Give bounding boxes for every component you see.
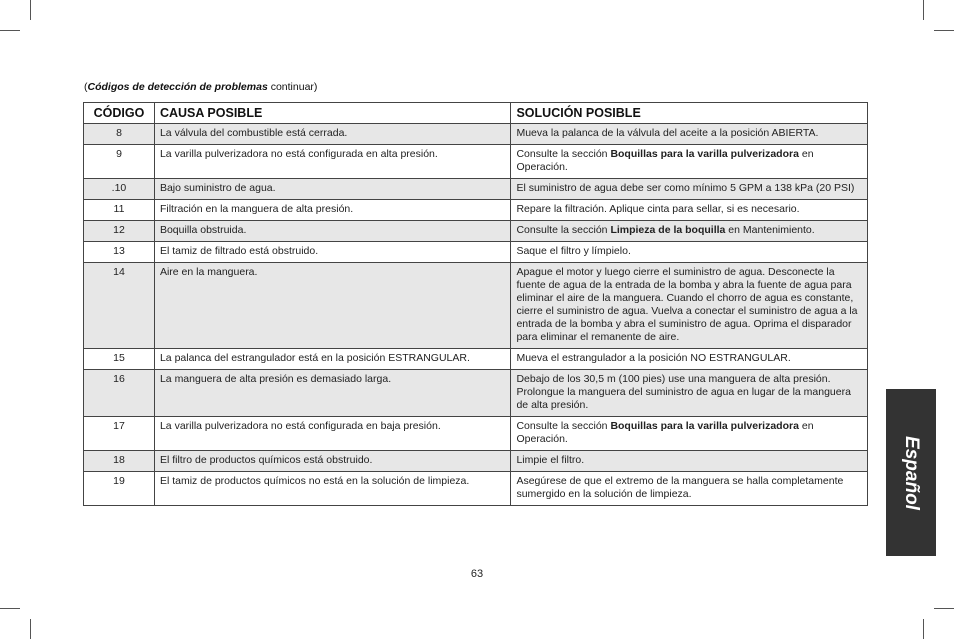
row-cause: El filtro de productos químicos está obstruido. xyxy=(154,451,511,472)
table-row xyxy=(84,349,868,370)
row-code: 14 xyxy=(84,263,155,349)
caption-title: Códigos de detección de problemas xyxy=(87,81,268,93)
row-cause: Filtración en la manguera de alta presión. xyxy=(154,200,511,221)
row-cause: La palanca del estrangulador está en la posición ESTRANGULAR. xyxy=(154,349,511,370)
row-solution xyxy=(511,472,868,506)
row-solution xyxy=(511,242,868,263)
table-row xyxy=(84,417,868,451)
crop-mark xyxy=(923,619,924,639)
row-code: 12 xyxy=(84,221,155,242)
row-solution xyxy=(511,263,868,349)
table-header-row xyxy=(84,103,868,124)
table-row xyxy=(84,263,868,349)
solution-text: Debajo de los 30,5 m (100 pies) use una manguera de alta presión. Prolongue la manguera del suministro de agua en lugar de la manguera de alta presión. xyxy=(516,373,851,411)
language-tab-label: Español xyxy=(901,435,922,510)
table-row xyxy=(84,145,868,179)
solution-text: Mueva el estrangulador a la posición NO ESTRANGULAR. xyxy=(516,352,791,364)
crop-mark xyxy=(934,608,954,609)
row-cause: La manguera de alta presión es demasiado larga. xyxy=(154,370,511,417)
language-tab xyxy=(886,389,936,556)
row-code: 16 xyxy=(84,370,155,417)
row-solution xyxy=(511,145,868,179)
row-code: 19 xyxy=(84,472,155,506)
table-caption xyxy=(84,81,317,93)
row-code: .10 xyxy=(84,179,155,200)
table-row xyxy=(84,221,868,242)
solution-text: Repare la filtración. Aplique cinta para sellar, si es necesario. xyxy=(516,203,800,215)
header-cause: CAUSA POSIBLE xyxy=(154,103,511,124)
row-cause: Boquilla obstruida. xyxy=(154,221,511,242)
table-row xyxy=(84,242,868,263)
caption-open: ( xyxy=(84,81,88,93)
row-solution xyxy=(511,179,868,200)
table-row xyxy=(84,179,868,200)
row-cause: La varilla pulverizadora no está configurada en baja presión. xyxy=(154,417,511,451)
table-row xyxy=(84,370,868,417)
row-cause: El tamiz de productos químicos no está en la solución de limpieza. xyxy=(154,472,511,506)
solution-text: El suministro de agua debe ser como mínimo 5 GPM a 138 kPa (20 PSI) xyxy=(516,182,855,194)
row-code: 17 xyxy=(84,417,155,451)
header-code: CÓDIGO xyxy=(84,103,155,124)
solution-text: en Operación. xyxy=(516,148,814,173)
row-cause: El tamiz de filtrado está obstruido. xyxy=(154,242,511,263)
solution-text: Consulte la sección xyxy=(516,148,611,160)
solution-reference: Boquillas para la varilla pulverizadora xyxy=(610,420,799,432)
crop-mark xyxy=(30,0,31,20)
row-solution xyxy=(511,124,868,145)
row-code: 18 xyxy=(84,451,155,472)
table-row xyxy=(84,200,868,221)
table-row xyxy=(84,451,868,472)
troubleshooting-table xyxy=(83,102,868,506)
table-body xyxy=(84,124,868,506)
row-cause: Bajo suministro de agua. xyxy=(154,179,511,200)
row-solution xyxy=(511,451,868,472)
solution-reference: Limpieza de la boquilla xyxy=(610,224,726,236)
crop-mark xyxy=(923,0,924,20)
row-code: 11 xyxy=(84,200,155,221)
caption-rest: continuar) xyxy=(267,81,318,93)
crop-mark xyxy=(0,30,20,31)
row-solution xyxy=(511,221,868,242)
solution-text: Apague el motor y luego cierre el suministro de agua. Desconecte la fuente de agua de la entrada de la bomba y abra la fuente de agua para eliminar el aire de la manguera. Cuando el chorro de agua es constante, cierre el suministro de agua. Vuelva a conectar el suministro de agua a la entrada de la bomba y abra el suministro de agua. Oprima el disparador para eliminar el remanente de aire. xyxy=(516,266,858,343)
solution-text: Consulte la sección xyxy=(516,224,611,236)
row-cause: La válvula del combustible está cerrada. xyxy=(154,124,511,145)
row-code: 13 xyxy=(84,242,155,263)
row-solution xyxy=(511,200,868,221)
row-cause: La varilla pulverizadora no está configurada en alta presión. xyxy=(154,145,511,179)
solution-text: Consulte la sección xyxy=(516,420,611,432)
solution-text: Limpie el filtro. xyxy=(516,454,585,466)
row-solution xyxy=(511,349,868,370)
solution-text: en Mantenimiento. xyxy=(725,224,815,236)
row-solution xyxy=(511,370,868,417)
crop-mark xyxy=(0,608,20,609)
row-code: 15 xyxy=(84,349,155,370)
solution-text: Mueva la palanca de la válvula del aceite a la posición ABIERTA. xyxy=(516,127,819,139)
table-row xyxy=(84,124,868,145)
row-solution xyxy=(511,417,868,451)
solution-text: Asegúrese de que el extremo de la manguera se halla completamente sumergido en la solución de limpieza. xyxy=(516,475,844,500)
crop-mark xyxy=(934,30,954,31)
row-code: 8 xyxy=(84,124,155,145)
page-number: 63 xyxy=(470,568,484,580)
row-code: 9 xyxy=(84,145,155,179)
solution-text: en Operación. xyxy=(516,420,814,445)
row-cause: Aire en la manguera. xyxy=(154,263,511,349)
table-row xyxy=(84,472,868,506)
solution-reference: Boquillas para la varilla pulverizadora xyxy=(610,148,799,160)
crop-mark xyxy=(30,619,31,639)
header-solution: SOLUCIÓN POSIBLE xyxy=(511,103,868,124)
solution-text: Saque el filtro y límpielo. xyxy=(516,245,631,257)
